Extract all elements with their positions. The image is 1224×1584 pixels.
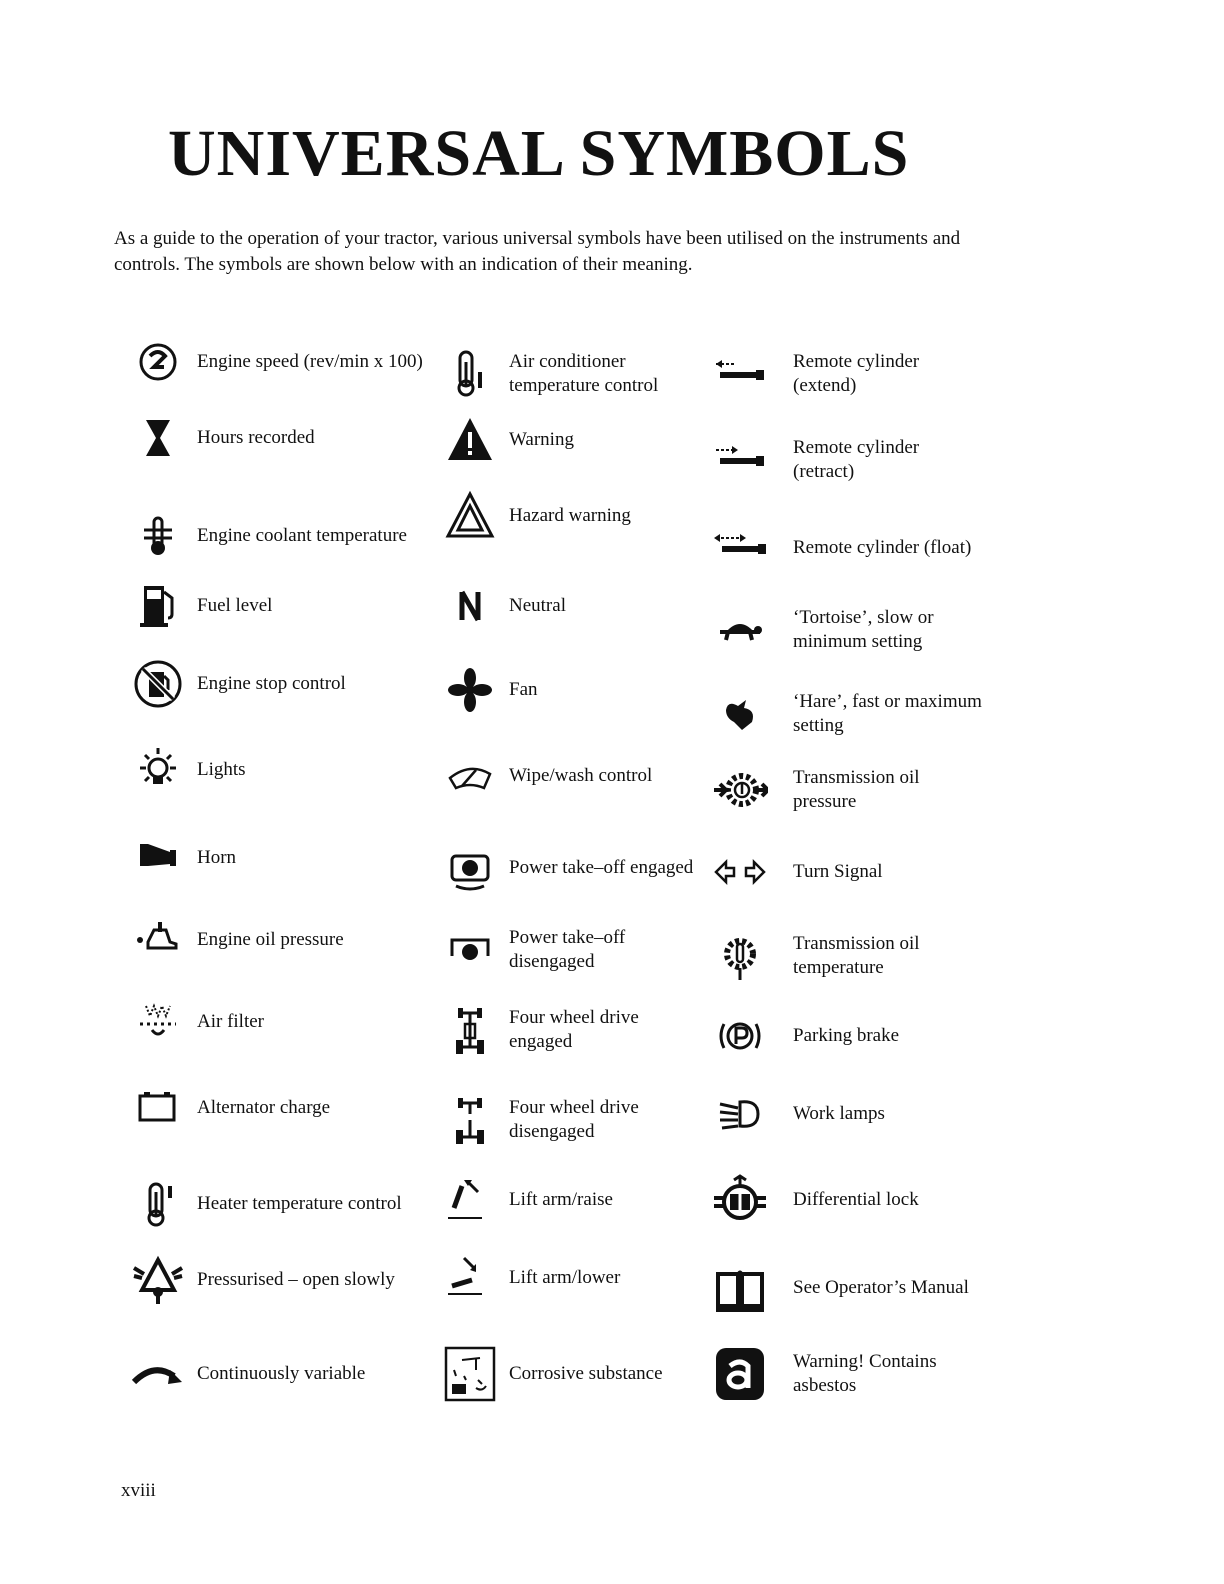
continuously-variable-icon <box>130 1346 186 1402</box>
corrosive-substance-icon <box>442 1346 498 1402</box>
symbol-label: Remote cylinder (extend) <box>793 351 920 396</box>
symbol-label: Air filter <box>197 1011 265 1032</box>
symbol-label: Turn Signal <box>793 861 883 882</box>
symbol-label: Neutral <box>509 595 566 616</box>
symbol-label: Lights <box>197 759 246 780</box>
symbol-label: Corrosive substance <box>509 1363 663 1384</box>
lift-arm-lower-icon <box>442 1250 498 1306</box>
neutral-icon <box>442 578 498 634</box>
symbol-label: Alternator charge <box>197 1097 331 1118</box>
symbol-label: Lift arm/lower <box>509 1267 621 1288</box>
tortoise-icon <box>712 602 768 658</box>
symbol-label: Four wheel drive disengaged <box>509 1097 639 1142</box>
fan-icon <box>442 662 498 718</box>
symbol-label: Heater temperature control <box>197 1193 402 1214</box>
symbol-label: Transmission oil temperature <box>793 933 920 978</box>
symbol-label: Horn <box>197 847 237 868</box>
pto-engaged-icon <box>442 840 498 896</box>
differential-lock-icon <box>712 1172 768 1228</box>
symbol-label: Hours recorded <box>197 427 315 448</box>
symbol-label: Hazard warning <box>509 505 631 526</box>
symbol-label: Power take–off engaged <box>509 857 694 878</box>
cylinder-retract-icon <box>712 432 768 488</box>
four-wheel-drive-disengaged-icon <box>442 1092 498 1148</box>
intro-paragraph: As a guide to the operation of your tractor, various universal symbols have been utilised on the instruments and controls. The symbols are shown below with an indication of their meaning. <box>114 228 961 275</box>
symbol-label: Power take–off disengaged <box>509 927 626 972</box>
symbol-label: Engine oil pressure <box>197 929 344 950</box>
coolant-temperature-icon <box>130 508 186 564</box>
symbol-label: See Operator’s Manual <box>793 1277 969 1298</box>
wiper-icon <box>442 748 498 804</box>
symbol-label: Engine speed (rev/min x 100) <box>197 351 423 372</box>
parking-brake-icon <box>712 1008 768 1064</box>
symbol-label: Four wheel drive engaged <box>509 1007 639 1052</box>
symbol-label: Fan <box>509 679 538 700</box>
symbol-label: ‘Tortoise’, slow or minimum setting <box>793 607 934 652</box>
symbol-label: ‘Hare’, fast or maximum setting <box>793 691 982 736</box>
symbol-label: Continuously variable <box>197 1363 366 1384</box>
fuel-pump-icon <box>130 578 186 634</box>
symbol-label: Fuel level <box>197 595 273 616</box>
symbol-label: Engine coolant temperature <box>197 525 407 546</box>
symbol-label: Differential lock <box>793 1189 919 1210</box>
symbol-label: Wipe/wash control <box>509 765 653 786</box>
lift-arm-raise-icon <box>442 1172 498 1228</box>
battery-icon <box>130 1080 186 1136</box>
page-number: xviii <box>121 1480 156 1501</box>
horn-icon <box>130 830 186 886</box>
symbol-label: Transmission oil pressure <box>793 767 920 812</box>
symbol-label: Air conditioner temperature control <box>509 351 659 396</box>
turn-signal-icon <box>712 844 768 900</box>
symbol-label: Warning! Contains asbestos <box>793 1351 937 1396</box>
hare-icon <box>712 686 768 742</box>
symbol-label: Warning <box>509 429 574 450</box>
symbol-label: Lift arm/raise <box>509 1189 613 1210</box>
transmission-oil-temperature-icon <box>712 928 768 984</box>
symbol-label: Remote cylinder (retract) <box>793 437 920 482</box>
transmission-oil-pressure-icon <box>712 762 768 818</box>
symbol-label: Work lamps <box>793 1103 885 1124</box>
symbol-label: Parking brake <box>793 1025 900 1046</box>
air-filter-icon <box>130 994 186 1050</box>
pressurised-cap-icon <box>130 1252 186 1308</box>
hazard-triangle-icon <box>442 488 498 544</box>
hourglass-icon <box>130 410 186 466</box>
oil-can-icon <box>130 912 186 968</box>
work-lamp-icon <box>712 1086 768 1142</box>
warning-triangle-icon <box>442 412 498 468</box>
engine-speed-icon <box>130 334 186 390</box>
four-wheel-drive-engaged-icon <box>442 1002 498 1058</box>
symbol-label: Engine stop control <box>197 673 346 694</box>
pto-disengaged-icon <box>442 922 498 978</box>
operators-manual-icon <box>712 1260 768 1316</box>
heater-thermometer-icon <box>130 1176 186 1232</box>
page-title: UNIVERSAL SYMBOLS <box>168 117 910 190</box>
cylinder-float-icon <box>712 520 768 576</box>
cylinder-extend-icon <box>712 346 768 402</box>
thermometer-icon <box>442 346 498 402</box>
engine-stop-icon <box>130 656 186 712</box>
asbestos-warning-icon <box>712 1346 768 1402</box>
symbol-label: Pressurised – open slowly <box>197 1269 395 1290</box>
light-bulb-icon <box>130 742 186 798</box>
symbol-label: Remote cylinder (float) <box>793 537 972 558</box>
